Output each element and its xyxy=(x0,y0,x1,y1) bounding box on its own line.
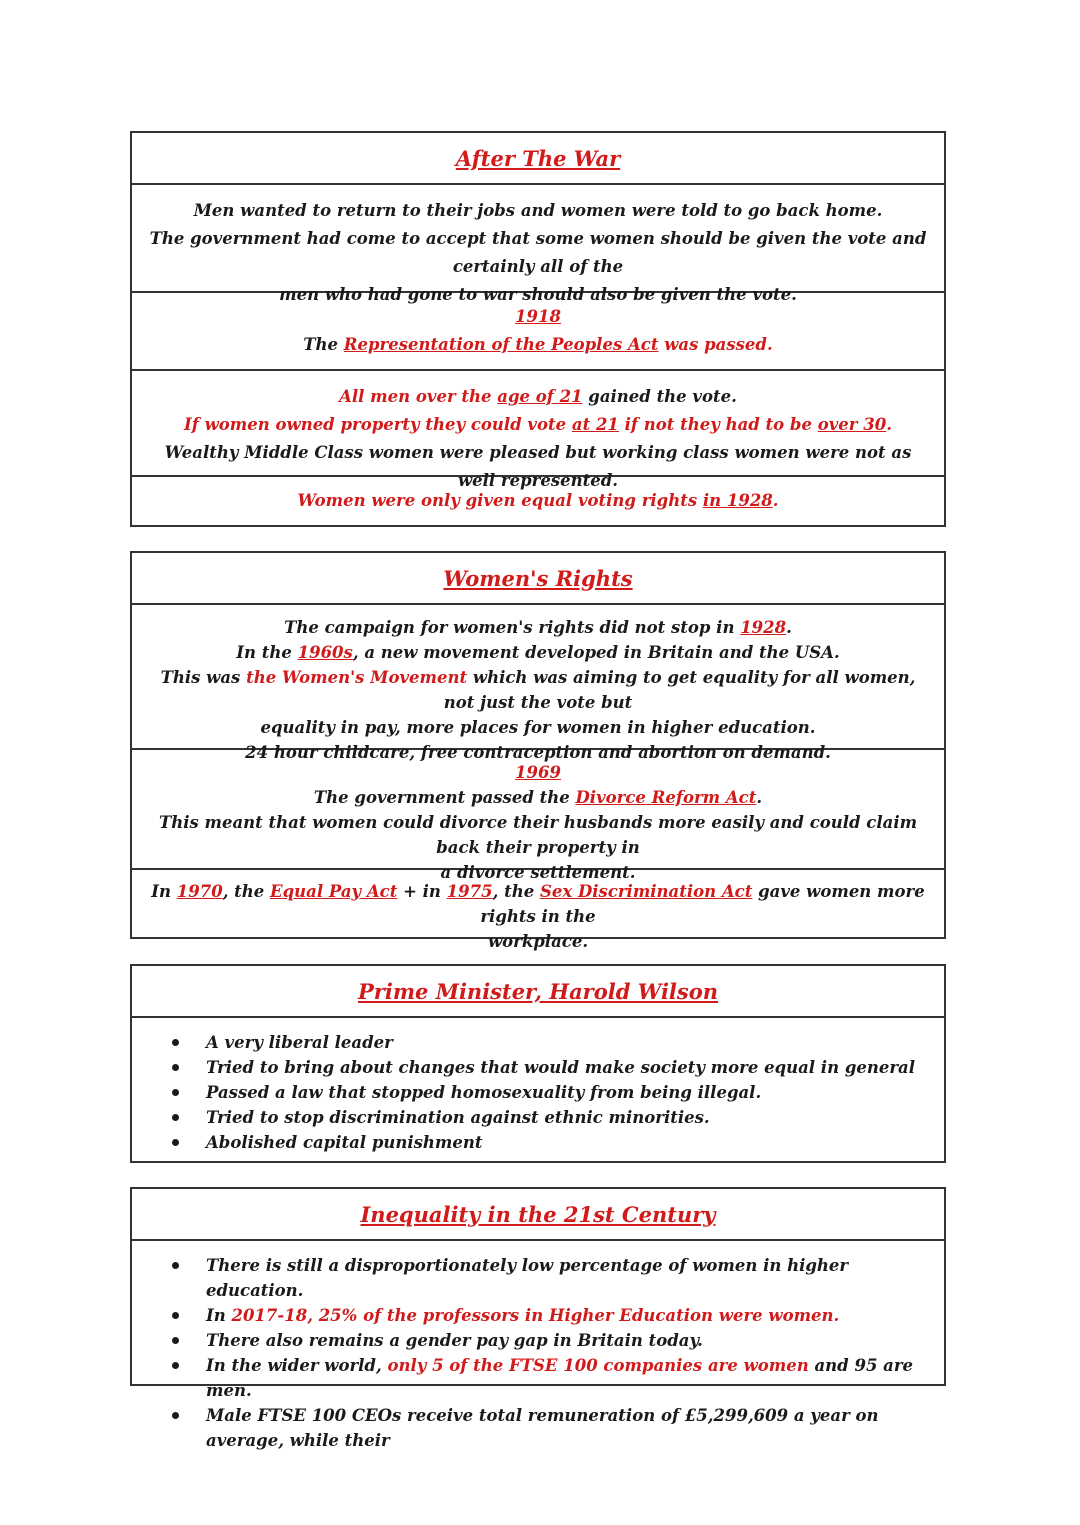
divorce-act-row xyxy=(132,748,944,882)
movement-line: In the 1960s, a new movement developed in Britain and the USA. xyxy=(236,643,840,662)
wilson-title-row xyxy=(132,966,944,1016)
womens-rights-title-row xyxy=(132,553,944,603)
women-vote-line: If women owned property they could vote at 21 if not they had to be over 30. xyxy=(184,415,892,434)
after-the-war-panel xyxy=(130,131,946,527)
after-war-intro xyxy=(132,183,944,304)
inequality-bullet-list xyxy=(132,1241,944,1465)
list-item: Abolished capital punishment xyxy=(172,1130,924,1155)
wilson-bullet-list xyxy=(132,1018,944,1167)
divorce-detail-line: This meant that women could divorce their husbands more easily and could claim back their property in xyxy=(158,813,918,857)
sex-discrimination-act-link: Sex Discrimination Act xyxy=(539,882,753,901)
list-item: There also remains a gender pay gap in Britain today. xyxy=(172,1328,924,1353)
inequality-bullets-row xyxy=(132,1239,944,1450)
campaign-line: The campaign for women's rights did not stop in 1928. xyxy=(284,618,792,637)
list-item: There is still a disproportionately low percentage of women in higher education. xyxy=(172,1253,924,1303)
after-the-war-title: After The War xyxy=(455,145,621,171)
equality-line: equality in pay, more places for women in higher education. xyxy=(260,718,816,737)
womens-movement-row xyxy=(132,603,944,762)
inequality-title-row xyxy=(132,1189,944,1239)
act-1918-line: The Representation of the Peoples Act was passed. xyxy=(303,335,773,354)
wilson-title: Prime Minister, Harold Wilson xyxy=(357,978,718,1004)
womens-rights-panel xyxy=(130,551,946,951)
after-war-intro-line: The government had come to accept that some women should be given the vote and certainly all of the xyxy=(149,229,927,276)
wilson-bullets-row xyxy=(132,1016,944,1161)
year-1969: 1969 xyxy=(515,763,561,782)
childcare-line: 24 hour childcare, free contraception and abortion on demand. xyxy=(245,743,831,762)
list-item: In 2017-18, 25% of the professors in Higher Education were women. xyxy=(172,1303,924,1328)
list-item: Tried to bring about changes that would make society more equal in general xyxy=(172,1055,924,1080)
divorce-settlement-line: a divorce settlement. xyxy=(440,863,636,882)
after-the-war-title-row xyxy=(132,133,944,183)
equal-voting-line: Women were only given equal voting rights in 1928. xyxy=(297,491,779,510)
equal-pay-act-link: Equal Pay Act xyxy=(270,882,398,901)
after-war-intro-line: men who had gone to war should also be given the vote. xyxy=(279,285,797,304)
after-war-intro-line: Men wanted to return to their jobs and women were told to go back home. xyxy=(193,201,883,220)
womens-rights-title: Women's Rights xyxy=(443,565,633,591)
wealthy-women-line: Wealthy Middle Class women were pleased but working class women were not as well represented. xyxy=(164,443,912,490)
list-item: Tried to stop discrimination against ethnic minorities. xyxy=(172,1105,924,1130)
voting-rules-row xyxy=(132,369,944,490)
representation-act-link: Representation of the Peoples Act xyxy=(343,335,659,354)
year-1918: 1918 xyxy=(515,307,561,326)
workplace-line: workplace. xyxy=(487,932,589,951)
divorce-act-line: The government passed the Divorce Reform Act. xyxy=(313,788,763,807)
divorce-reform-act-link: Divorce Reform Act xyxy=(575,788,757,807)
act-1918-row xyxy=(132,291,944,369)
list-item: Male FTSE 100 CEOs receive total remuneration of £5,299,609 a year on average, while their xyxy=(172,1403,924,1453)
list-item: In the wider world, only 5 of the FTSE 100 companies are women and 95 are men. xyxy=(172,1353,924,1403)
men-vote-line: All men over the age of 21 gained the vote. xyxy=(339,387,737,406)
womens-movement-line: This was the Women's Movement which was aiming to get equality for all women, not just the vote but xyxy=(160,668,916,712)
equal-pay-row xyxy=(132,868,944,951)
list-item: Passed a law that stopped homosexuality from being illegal. xyxy=(172,1080,924,1105)
inequality-title: Inequality in the 21st Century xyxy=(360,1201,716,1227)
inequality-panel xyxy=(130,1187,946,1450)
list-item: A very liberal leader xyxy=(172,1030,924,1055)
equal-pay-line: In 1970, the Equal Pay Act + in 1975, the Sex Discrimination Act gave women more rights in the xyxy=(151,882,925,926)
harold-wilson-panel xyxy=(130,964,946,1163)
